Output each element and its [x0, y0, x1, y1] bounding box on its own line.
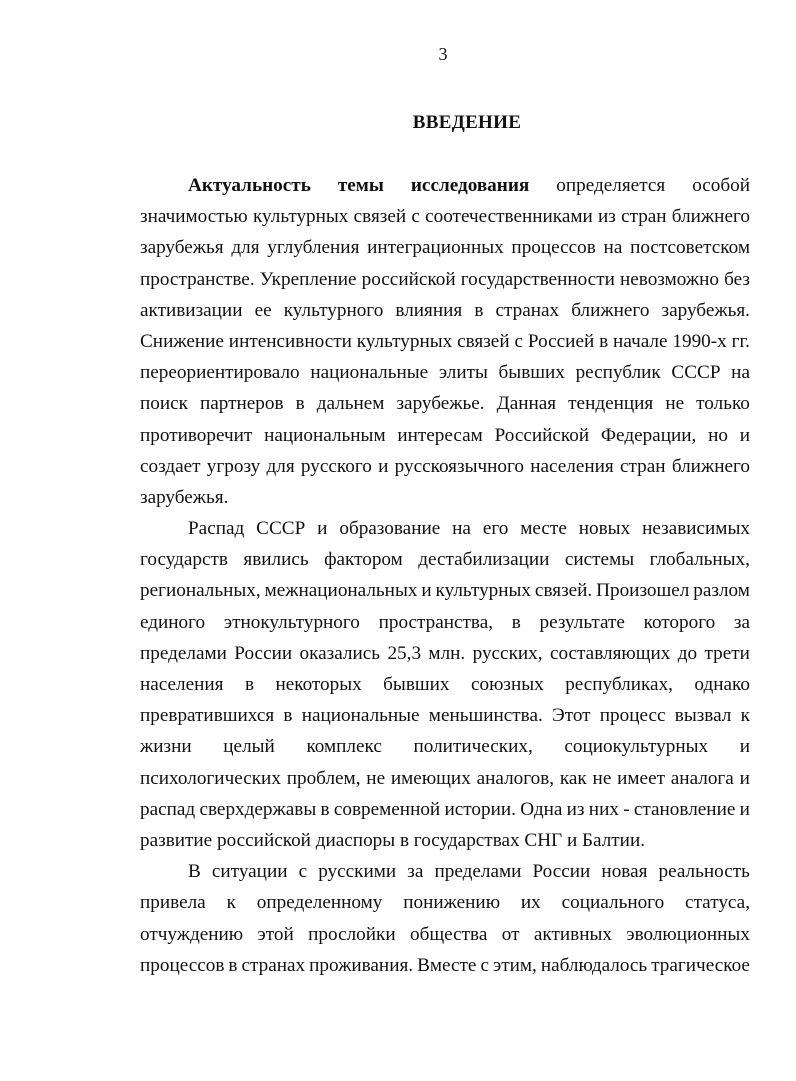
word: них — [588, 798, 619, 820]
word: поиск — [140, 393, 188, 415]
word: социокультурных — [564, 736, 709, 758]
word: из — [597, 206, 616, 228]
word: и — [317, 518, 328, 540]
text-line — [140, 669, 750, 700]
word: глобальных, — [649, 549, 750, 571]
word: этнокультурного — [223, 611, 360, 633]
word: психологических — [140, 767, 281, 789]
word: ближнего — [671, 455, 750, 477]
word: российской — [361, 268, 456, 290]
word: русскоязычного — [394, 455, 524, 477]
word: дальнем — [316, 393, 385, 415]
word: и — [739, 736, 750, 758]
word: этой — [257, 923, 294, 945]
paragraph — [140, 856, 750, 981]
word: тенденция — [568, 393, 654, 415]
text-line — [140, 825, 750, 856]
word: имеет — [617, 767, 665, 789]
word: превратившихся — [140, 705, 275, 727]
word: национальные — [310, 362, 429, 384]
word: межнациональных — [264, 580, 418, 602]
word: за — [733, 611, 750, 633]
word: их — [520, 892, 541, 914]
word: новых — [578, 518, 631, 540]
word: но — [708, 424, 728, 446]
word: значимостью — [140, 206, 248, 228]
word: зарубежья — [140, 237, 224, 259]
word: на — [731, 362, 750, 384]
word: истории. — [444, 798, 516, 820]
word: Россией — [527, 330, 595, 352]
word: определенному — [256, 892, 383, 914]
word: СССР — [671, 362, 721, 384]
word: населения — [140, 674, 224, 695]
word: этим, — [492, 954, 537, 976]
word: ближнего — [671, 206, 750, 228]
word: Этот — [552, 705, 591, 727]
word: явились — [243, 549, 309, 571]
word: гг. — [731, 330, 750, 352]
word: странах — [495, 299, 560, 321]
word: пространства, — [378, 611, 494, 633]
paragraph — [140, 513, 750, 856]
word: пределами — [434, 861, 522, 883]
word: которого — [643, 611, 716, 633]
word: противоречит — [140, 424, 253, 446]
word: русскими — [318, 861, 397, 883]
word: прослойки — [308, 923, 396, 945]
word: и — [739, 424, 750, 446]
word: проблем, — [286, 767, 361, 789]
text-line — [140, 264, 750, 295]
word: в — [244, 674, 255, 695]
word: и — [421, 580, 432, 602]
word: связей — [457, 330, 510, 352]
word: зарубежье. — [396, 393, 485, 415]
word: жизни — [140, 736, 192, 758]
word: Распад — [188, 518, 245, 540]
word: в — [295, 393, 305, 415]
word: сверхдержавы — [199, 798, 317, 820]
word: однако — [694, 674, 750, 695]
word: меньшинства. — [428, 705, 543, 727]
word: его — [482, 518, 509, 540]
word: комплекс — [306, 736, 382, 758]
text-line — [140, 201, 750, 232]
word: связей. — [534, 580, 593, 602]
text-line — [140, 295, 750, 326]
word: имеющих — [390, 767, 471, 789]
word: союзных — [470, 674, 544, 695]
word: ситуации — [211, 861, 288, 883]
word: процесс — [599, 705, 666, 727]
word: национальным — [264, 424, 386, 446]
word: стран — [621, 206, 667, 228]
text-line — [140, 919, 750, 950]
word: в — [320, 798, 330, 820]
word: привела — [140, 892, 206, 914]
word: связей — [353, 206, 407, 228]
text-line — [140, 482, 750, 513]
word: бывших — [383, 674, 450, 695]
word: пространстве. — [140, 268, 255, 290]
word: с — [514, 330, 523, 352]
word: как — [559, 767, 587, 789]
word: В — [188, 861, 201, 883]
word: только — [696, 393, 750, 415]
bold-term: Актуальность — [188, 175, 311, 196]
text-line — [140, 731, 750, 762]
word: к — [740, 705, 750, 727]
word: оказались — [299, 642, 381, 664]
word: зарубежья. — [661, 299, 750, 321]
word: аналогов, — [476, 767, 555, 789]
word: влияния — [395, 299, 463, 321]
word: соотечественниками — [425, 206, 593, 228]
word: государств — [140, 549, 228, 571]
word: дестабилизации — [418, 549, 550, 571]
word: интересам — [397, 424, 483, 446]
word: современной — [333, 798, 441, 820]
word: углубления — [267, 237, 360, 259]
text-line — [140, 950, 750, 981]
word: региональных, — [140, 580, 261, 602]
word: особой — [692, 175, 750, 196]
word: национальные — [301, 705, 420, 727]
word: для — [266, 455, 295, 477]
word: в — [228, 954, 238, 976]
word: русских, — [472, 642, 543, 664]
text-line — [140, 794, 750, 825]
text-line — [140, 763, 750, 794]
word: культурных — [435, 580, 532, 602]
text-line — [140, 420, 750, 451]
word: вызвал — [674, 705, 732, 727]
word: с — [298, 861, 308, 883]
word: на — [452, 518, 471, 540]
word: с — [480, 954, 489, 976]
section-heading: ВВЕДЕНИЕ — [412, 112, 522, 133]
word: пределами — [140, 642, 227, 664]
word: процессов — [511, 237, 596, 259]
word: культурных — [252, 206, 349, 228]
word: элиты — [438, 362, 488, 384]
word: аналога — [670, 767, 734, 789]
bold-term: темы — [337, 175, 384, 196]
word: становление — [633, 798, 736, 820]
page-number: 3 — [438, 44, 448, 64]
word: невозможно — [619, 268, 719, 290]
word: культурного — [283, 299, 384, 321]
word: активизации — [140, 299, 243, 321]
word: странах — [241, 954, 306, 976]
word: процессов — [140, 954, 225, 976]
text-line — [140, 607, 750, 638]
word: с — [411, 206, 420, 228]
word: некоторых — [275, 674, 362, 695]
word: распад — [140, 798, 196, 820]
text-line — [140, 513, 750, 544]
bold-term: исследования — [410, 175, 530, 196]
word: не — [366, 767, 386, 789]
text-line — [140, 887, 750, 918]
word: новая — [601, 861, 648, 883]
word: на — [603, 237, 623, 259]
word: Вместе — [417, 954, 477, 976]
word: эволюционных — [626, 923, 750, 945]
word: Данная — [496, 393, 557, 415]
word: Одна — [520, 798, 563, 820]
word: интеграционных — [367, 237, 504, 259]
word: единого — [140, 611, 206, 633]
word: за — [407, 861, 424, 883]
word: в — [599, 330, 609, 352]
word: интенсивности — [228, 330, 352, 352]
word: от — [501, 923, 520, 945]
text-line — [140, 388, 750, 419]
word: в — [283, 705, 293, 727]
text-line — [140, 700, 750, 731]
word: - — [623, 798, 630, 820]
word: политических, — [413, 736, 533, 758]
word: и — [739, 798, 750, 820]
word: культурных — [356, 330, 453, 352]
word: переориентировало — [140, 362, 300, 384]
text-line — [140, 326, 750, 357]
word: статуса, — [685, 892, 750, 914]
word: стран — [620, 455, 666, 477]
word: не — [665, 393, 685, 415]
word: активных — [533, 923, 612, 945]
text-line — [140, 856, 750, 887]
word: разлом — [693, 580, 750, 602]
word: ее — [254, 299, 272, 321]
text-line — [140, 638, 750, 669]
word: России — [532, 861, 591, 883]
word: до — [677, 642, 698, 664]
word: создает — [140, 455, 201, 477]
word: общества — [410, 923, 488, 945]
word: в — [511, 611, 521, 633]
text-line — [140, 357, 750, 388]
text-line — [140, 451, 750, 482]
word: и — [739, 767, 750, 789]
word: 1990-х — [672, 330, 727, 352]
word: независимых — [642, 518, 750, 540]
word: трагическое — [651, 954, 750, 976]
line-text: развитие российской диаспоры в государствах СНГ и Балтии. — [140, 829, 646, 851]
word: социального — [561, 892, 665, 914]
word: постсоветском — [630, 237, 750, 259]
word: наблюдалось — [540, 954, 648, 976]
word: СССР — [256, 518, 306, 540]
word: результате — [539, 611, 625, 633]
word: и — [378, 455, 389, 477]
word: бывших — [498, 362, 565, 384]
word: фактором — [324, 549, 403, 571]
text-line — [140, 544, 750, 575]
word: Российской — [494, 424, 590, 446]
word: проживания. — [309, 954, 414, 976]
word: образование — [339, 518, 441, 540]
word: к — [226, 892, 236, 914]
word: в — [474, 299, 484, 321]
word: России — [234, 642, 293, 664]
word: составляющих — [549, 642, 671, 664]
word: без — [724, 268, 750, 290]
line-text: зарубежья. — [140, 486, 229, 508]
word: определяется — [556, 175, 666, 196]
word: Произошел — [596, 580, 690, 602]
word: Снижение — [140, 330, 224, 352]
word: отчуждению — [140, 923, 244, 945]
word: 25,3 — [387, 642, 422, 664]
word: государственности — [460, 268, 615, 290]
text-line — [140, 575, 750, 606]
paragraph — [140, 170, 750, 513]
word: млн. — [428, 642, 466, 664]
word: из — [566, 798, 585, 820]
word: партнеров — [200, 393, 284, 415]
word: Укрепление — [259, 268, 357, 290]
word: республик — [575, 362, 661, 384]
text-line — [140, 170, 750, 201]
word: русского — [300, 455, 372, 477]
word: месте — [520, 518, 567, 540]
word: для — [231, 237, 260, 259]
text-line — [140, 232, 750, 263]
word: понижению — [403, 892, 501, 914]
word: угрозу — [206, 455, 261, 477]
word: ближнего — [571, 299, 650, 321]
word: трети — [704, 642, 750, 664]
word: целый — [223, 736, 275, 758]
word: начале — [613, 330, 668, 352]
word: реальность — [658, 861, 750, 883]
word: Федерации, — [600, 424, 697, 446]
word: не — [592, 767, 612, 789]
word: населения — [530, 455, 614, 477]
word: системы — [564, 549, 635, 571]
word: республиках, — [565, 674, 673, 695]
document-body — [140, 170, 750, 981]
